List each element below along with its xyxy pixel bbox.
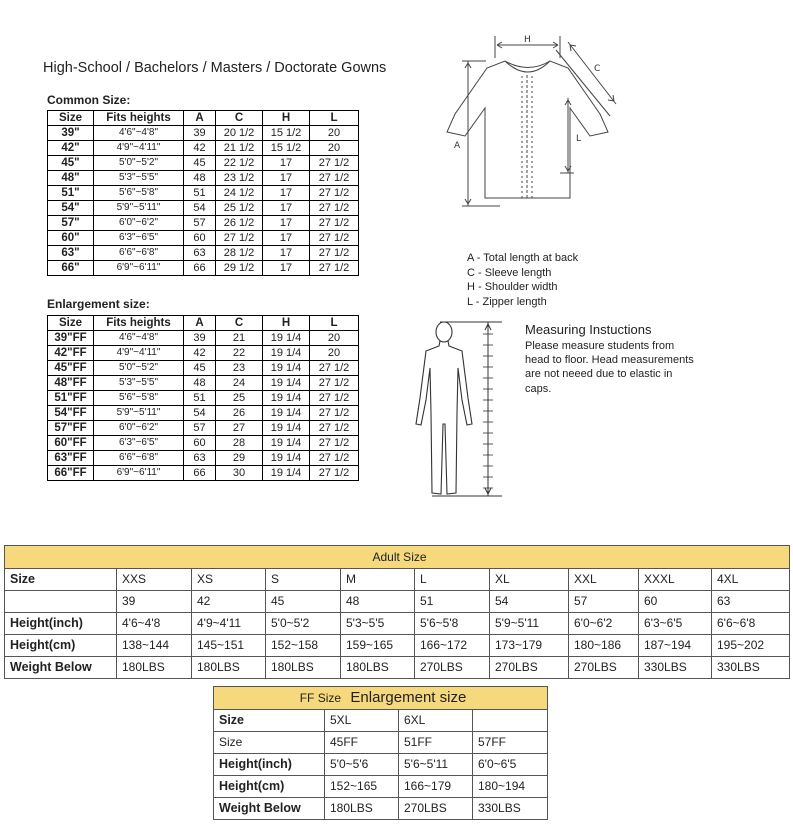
column-header: A [184,111,216,126]
table-cell: 4'6"~4'8" [94,331,184,346]
table-cell: 20 1/2 [216,126,263,141]
table-cell: S [266,569,341,591]
table-cell: 5'3~5'5 [341,613,415,635]
table-cell: 19 1/4 [263,361,310,376]
table-row [48,126,359,141]
measurement-legend [467,251,578,309]
table-cell: 20 [310,346,359,361]
table-cell: 5'0"~5'2" [94,361,184,376]
table-cell: 60 [184,231,216,246]
table-cell: 5'6~5'11 [399,754,473,776]
table-cell: 48 [184,376,216,391]
table-cell [473,710,548,732]
table-cell: 54 [184,406,216,421]
table-cell: 54 [184,201,216,216]
column-header: H [263,111,310,126]
table-cell: 6'6"~6'8" [94,451,184,466]
table-cell: 6XL [399,710,473,732]
table-cell: 195~202 [712,635,790,657]
table-cell: 27 1/2 [310,406,359,421]
table-cell: 5'6"~5'8" [94,186,184,201]
legend-item: L - Zipper length [467,295,547,308]
table-row [48,391,359,406]
column-header: Size [48,111,94,126]
table-cell: 180~194 [473,776,548,798]
table-cell: 4'9"~4'11" [94,141,184,156]
table-cell: 60 [184,436,216,451]
table-cell: 57 [184,216,216,231]
table-cell: 180LBS [266,657,341,679]
table-cell: 51 [184,391,216,406]
table-cell: 57 [184,421,216,436]
gown-label-h: H [524,35,531,45]
gown-diagram [440,28,620,218]
table-cell: 24 1/2 [216,186,263,201]
table-cell: 42 [184,141,216,156]
column-header: H [263,316,310,331]
table-cell: 21 1/2 [216,141,263,156]
table-cell: 270LBS [399,798,473,820]
table-row [214,732,548,754]
table-cell: L [415,569,490,591]
table-cell: 28 [216,436,263,451]
table-cell: 15 1/2 [263,126,310,141]
table-cell: XS [192,569,266,591]
table-cell: 270LBS [569,657,639,679]
table-cell: 27 1/2 [310,171,359,186]
row-label: Height(cm) [5,635,117,657]
table-row [48,406,359,421]
table-cell: 57"FF [48,421,94,436]
table-cell: 152~165 [325,776,399,798]
table-cell: 27 1/2 [310,451,359,466]
table-cell: 27 1/2 [310,361,359,376]
table-cell: 60" [48,231,94,246]
common-size-title: Common Size: [47,93,131,107]
table-cell: 25 1/2 [216,201,263,216]
table-cell: 27 1/2 [310,261,359,276]
table-cell: 17 [263,186,310,201]
table-cell: 27 1/2 [310,216,359,231]
table-row [214,798,548,820]
table-cell: 27 1/2 [310,246,359,261]
table-cell: 42 [184,346,216,361]
row-label: Weight Below [214,798,325,820]
ff-size-title [214,687,548,710]
table-cell: 27 1/2 [310,391,359,406]
table-cell: 48" [48,171,94,186]
table-cell: XL [490,569,569,591]
table-row [48,186,359,201]
table-cell: 5XL [325,710,399,732]
table-cell: 66"FF [48,466,94,481]
column-header: L [310,316,359,331]
table-row [48,331,359,346]
table-cell: 42 [192,591,266,613]
table-cell: 27 1/2 [310,421,359,436]
table-cell: 17 [263,261,310,276]
table-cell: 5'9"~5'11" [94,201,184,216]
table-cell: 60 [639,591,712,613]
table-cell: 5'3"~5'5" [94,171,184,186]
table-cell: 45 [184,361,216,376]
table-cell: XXXL [639,569,712,591]
table-row [48,466,359,481]
row-label: Height(cm) [214,776,325,798]
table-row [48,421,359,436]
adult-size-table [4,545,790,679]
table-cell: 5'0"~5'2" [94,156,184,171]
table-cell: 63 [184,246,216,261]
table-cell: XXL [569,569,639,591]
table-cell: 63 [712,591,790,613]
table-cell: 48 [341,591,415,613]
table-cell: 20 [310,141,359,156]
column-header: Fits heights [94,316,184,331]
table-cell: 19 1/4 [263,436,310,451]
table-cell: 17 [263,216,310,231]
table-cell: 152~158 [266,635,341,657]
row-label: Weight Below [5,657,117,679]
table-cell: 19 1/4 [263,346,310,361]
table-cell: 19 1/4 [263,466,310,481]
row-label: Height(inch) [5,613,117,635]
table-cell: XXS [117,569,192,591]
measuring-text: Please measure students from head to floor. Head measurements are not neeed due to elastic in caps. [525,340,694,395]
column-header: Size [48,316,94,331]
table-cell: 6'3"~6'5" [94,436,184,451]
legend-item: C - Sleeve length [467,266,552,279]
gown-label-l: L [576,134,582,144]
table-cell: 180~186 [569,635,639,657]
page-title: High-School / Bachelors / Masters / Doctorate Gowns [43,60,387,76]
table-cell: 187~194 [639,635,712,657]
table-cell: 5'6~5'8 [415,613,490,635]
table-cell: 21 [216,331,263,346]
table-cell: 27 1/2 [310,186,359,201]
table-cell: 27 1/2 [216,231,263,246]
table-cell: 54 [490,591,569,613]
table-cell: 22 1/2 [216,156,263,171]
table-cell: 6'9"~6'11" [94,261,184,276]
table-cell: 19 1/4 [263,421,310,436]
table-cell: 20 [310,331,359,346]
table-cell: 45" [48,156,94,171]
table-cell: 27 1/2 [310,156,359,171]
table-cell: 45"FF [48,361,94,376]
table-cell: 27 [216,421,263,436]
table-cell: 28 1/2 [216,246,263,261]
table-row [48,451,359,466]
table-cell: 25 [216,391,263,406]
table-cell: 51FF [399,732,473,754]
table-cell: 180LBS [192,657,266,679]
table-cell: 180LBS [325,798,399,820]
table-row [48,436,359,451]
table-cell: 4'6~4'8 [117,613,192,635]
table-row [48,346,359,361]
table-cell: 6'0"~6'2" [94,216,184,231]
table-row [48,201,359,216]
table-cell: 57 [569,591,639,613]
table-cell: 4XL [712,569,790,591]
table-cell: 17 [263,201,310,216]
table-cell: 57FF [473,732,548,754]
table-cell: 48"FF [48,376,94,391]
table-cell: 17 [263,231,310,246]
table-cell: 27 1/2 [310,201,359,216]
table-cell: 51"FF [48,391,94,406]
table-cell: 27 1/2 [310,231,359,246]
table-row [214,710,548,732]
table-cell: 166~179 [399,776,473,798]
table-cell: 6'6"~6'8" [94,246,184,261]
table-row [214,754,548,776]
gown-label-a: A [454,141,461,151]
table-cell: 39 [117,591,192,613]
table-row [5,635,790,657]
table-cell: 19 1/4 [263,376,310,391]
table-cell: 63" [48,246,94,261]
table-cell: 5'0~5'6 [325,754,399,776]
table-cell: 4'9"~4'11" [94,346,184,361]
table-cell: 45 [184,156,216,171]
table-cell: 30 [216,466,263,481]
table-cell: 270LBS [415,657,490,679]
table-row [48,156,359,171]
table-cell: 51 [415,591,490,613]
table-cell: 5'0~5'2 [266,613,341,635]
table-cell: 60"FF [48,436,94,451]
table-cell: 330LBS [639,657,712,679]
table-row [5,569,790,591]
table-cell: 45FF [325,732,399,754]
column-header: A [184,316,216,331]
table-cell: 39"FF [48,331,94,346]
table-row [48,376,359,391]
row-label [5,591,117,613]
table-cell: 54"FF [48,406,94,421]
table-cell: 51 [184,186,216,201]
table-cell: 270LBS [490,657,569,679]
table-cell: 29 1/2 [216,261,263,276]
column-header: L [310,111,359,126]
table-cell: 39 [184,126,216,141]
table-cell: 19 1/4 [263,391,310,406]
table-cell: 5'9~5'11 [490,613,569,635]
table-cell: 22 [216,346,263,361]
table-cell: 66 [184,261,216,276]
table-cell: 66 [184,466,216,481]
table-cell: 166~172 [415,635,490,657]
table-cell: 24 [216,376,263,391]
table-cell: 26 [216,406,263,421]
table-row [48,141,359,156]
table-cell: 26 1/2 [216,216,263,231]
table-cell: 330LBS [712,657,790,679]
legend-item: A - Total length at back [467,252,579,264]
table-cell: 39" [48,126,94,141]
table-cell: 19 1/4 [263,331,310,346]
legend-item: H - Shoulder width [467,281,558,293]
ff-size-title-small: FF Size [299,691,342,705]
table-cell: 17 [263,171,310,186]
gown-label-c: C [594,64,601,74]
table-cell: 17 [263,246,310,261]
table-header-row [48,316,359,331]
table-cell: 6'0~6'5 [473,754,548,776]
table-cell: 54" [48,201,94,216]
table-cell: 27 1/2 [310,376,359,391]
table-cell: 19 1/4 [263,406,310,421]
table-row [48,361,359,376]
table-cell: 42" [48,141,94,156]
table-row [5,657,790,679]
table-cell: 63"FF [48,451,94,466]
table-cell: 159~165 [341,635,415,657]
table-cell: 57" [48,216,94,231]
adult-size-title: Adult Size [5,546,790,569]
table-row [5,591,790,613]
table-cell: 45 [266,591,341,613]
row-label: Size [214,732,325,754]
table-header-row [48,111,359,126]
table-cell: 66" [48,261,94,276]
table-cell: 23 1/2 [216,171,263,186]
enlargement-size-title: Enlargement size: [47,297,150,311]
table-cell: 20 [310,126,359,141]
table-row [214,776,548,798]
table-cell: 4'9~4'11 [192,613,266,635]
table-cell: 23 [216,361,263,376]
common-size-table [47,110,359,276]
table-row [48,216,359,231]
table-cell: 6'6~6'8 [712,613,790,635]
table-row [48,246,359,261]
column-header: C [216,111,263,126]
table-cell: 29 [216,451,263,466]
table-cell: 39 [184,331,216,346]
table-row [48,231,359,246]
row-label: Size [5,569,117,591]
table-cell: 173~179 [490,635,569,657]
table-row [5,613,790,635]
ff-size-table [213,686,548,820]
table-cell: M [341,569,415,591]
table-cell: 5'6"~5'8" [94,391,184,406]
table-cell: 5'3"~5'5" [94,376,184,391]
table-row [48,261,359,276]
table-cell: 6'3~6'5 [639,613,712,635]
table-cell: 180LBS [117,657,192,679]
table-cell: 145~151 [192,635,266,657]
table-row [48,171,359,186]
body-figure-diagram [412,318,522,503]
table-cell: 17 [263,156,310,171]
enlargement-size-table [47,315,359,481]
table-cell: 27 1/2 [310,466,359,481]
table-cell: 19 1/4 [263,451,310,466]
ff-size-title-large: Enlargement size [350,689,467,706]
table-cell: 48 [184,171,216,186]
table-cell: 6'0"~6'2" [94,421,184,436]
table-cell: 6'3"~6'5" [94,231,184,246]
column-header: Fits heights [94,111,184,126]
table-cell: 15 1/2 [263,141,310,156]
table-cell: 4'6"~4'8" [94,126,184,141]
column-header: C [216,316,263,331]
table-cell: 5'9"~5'11" [94,406,184,421]
table-cell: 6'9"~6'11" [94,466,184,481]
table-cell: 180LBS [341,657,415,679]
table-cell: 63 [184,451,216,466]
table-cell: 27 1/2 [310,436,359,451]
row-label: Height(inch) [214,754,325,776]
table-cell: 138~144 [117,635,192,657]
table-cell: 42"FF [48,346,94,361]
row-label: Size [214,710,325,732]
measuring-title: Measuring Instuctions [525,322,652,337]
table-cell: 51" [48,186,94,201]
table-cell: 330LBS [473,798,548,820]
table-cell: 6'0~6'2 [569,613,639,635]
